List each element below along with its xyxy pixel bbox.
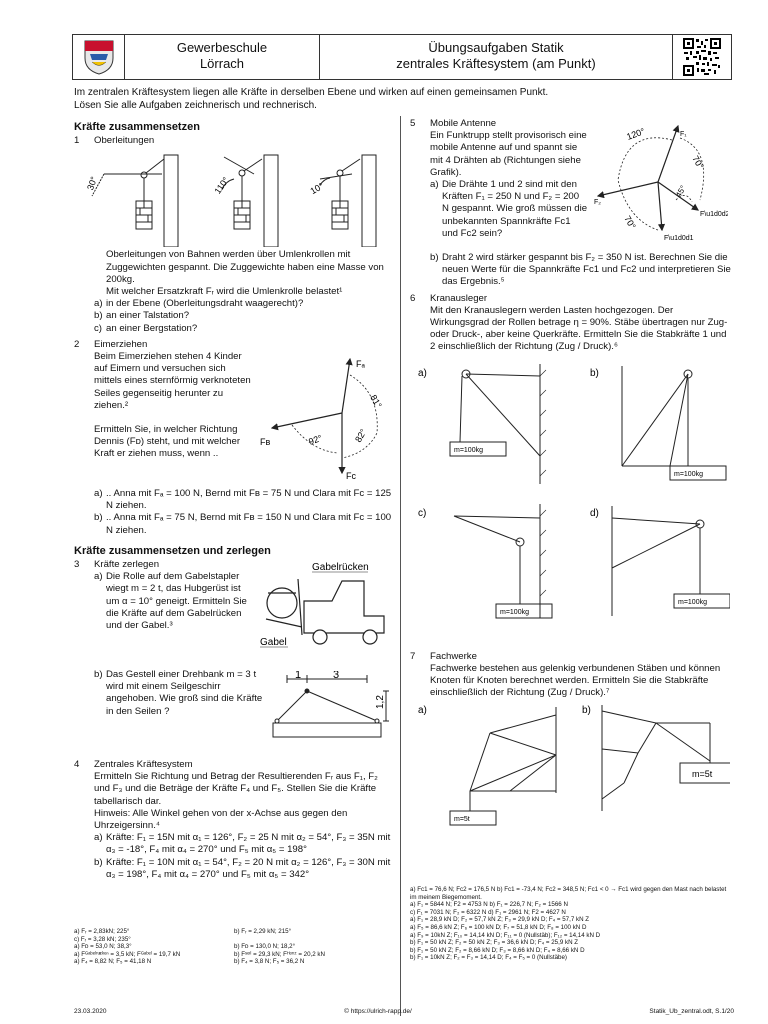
footnote-line: a) F₁ = 5844 N; F2 = 4753 N b) F₁ = 226,7 N; F₂ = 1566 N [410,901,568,909]
task-title: Fachwerke [430,650,477,662]
coat-of-arms-icon [82,38,116,76]
task-text: Ein Funktrupp stellt provisorisch eine mobile Antenne auf und spannt sie mit 4 Drähten ab (Richtungen siehe Grafik). [430,130,587,178]
footnotes-answers-left: a) Fᵣ = 2,83kN; 225° b) Fᵣ = 2,29 kN; 215° c) Fᵣ = 3,28 kN; 235° a) Fᴅ = 53,0 N; 38,3° b) Fᴅ = 130,0 N; 18,2° a) Fᴳᵃᵇᵉˡʳᵘͤᶜᵏᵉⁿ = 3,5 kN; Fᴳᵃᵇᵉˡ = 19,7 kN b) Fˢᵉᶦˡ = 29,3 kN; Fᴴᵒʳᶦᶻ = 20,2 kN a) F₄ = 8,82 N; F₅ = 41,18 N b) F₄ = 3,8 N; F₅ = 36,2 N [74,928,325,966]
task-text: Beim Eimerziehen stehen 4 Kinder auf Eimern und versuchen sich mittels eines sternförmig verknoteten Seiles gegenseitig herunter zu ziehen.² [94,351,251,411]
task-title: Kräfte zerlegen [94,559,160,571]
svg-text:1: 1 [295,671,302,682]
footer-date: 23.03.2020 [74,1008,107,1015]
task-title: Eimerziehen [94,338,148,350]
task-title: Oberleitungen [94,135,155,147]
svg-text:m=100kg: m=100kg [500,608,529,616]
footnote-line: b) F₁ = 50 kN Z; F₂ = 50 kN Z; F₃ = 36,6 kN D; F₄ = 25,9 kN Z [410,939,579,947]
svg-text:Gabelrücken: Gabelrücken [312,562,369,574]
task-5: 5 Mobile Antenne Ein Funktrupp stellt provisorisch eine mobile Antenne auf und spannt sie mit 4 Drähten ab (Richtungen siehe Grafik). a) Die Drähte 1 und 2 sind mit den Kräften F₁ = 250 N und F₂ = 200 N gespannt. Wie groß müssen die unbekannten Spannkräfte Fᴄ1 und Fᴄ2 sein? 120° 70° 70° 45° F₁ F₂ F\u1d0d2 F\u1d0d1 b) Draht 2 wird stärker gespannt bis F₂ = 350 N ist. Berechnen Sie die neuen Werte für die Spannkräfte Fᴄ1 und Fᴄ2 und interpretieren Sie das Ergebnis.⁵ [410,118,731,288]
task-2: 2 Eimerziehen Beim Eimerziehen stehen 4 Kinder auf Eimern und versuchen sich mittels eines sternförmig verknoteten Seiles gegenseitig herunter zu ziehen.² Ermitteln Sie, in welcher Richtung Dennis (Fᴅ) steht, und mit welcher Kraft er ziehen muss, wenn .. Fₐ Fʙ Fᴄ 81° 92° 82° a) .. Anna mit Fₐ = 100 N, Bernd mit Fʙ = 75 N und Clara mit Fᴄ = 125 N ziehen. b) .. Anna mit Fₐ = 75 N, Bernd mit Fʙ = 150 N und Clara mit Fᴄ = 100 N ziehen. [74,338,392,536]
section-heading: Kräfte zusammensetzen und zerlegen [74,544,271,557]
page-title: Übungsaufgaben Statik zentrales Kräftesystem (am Punkt) [320,35,673,79]
svg-text:m=100kg: m=100kg [454,446,483,454]
angle-label-10: 10° [308,181,326,197]
angle-label-110: 110° [212,175,231,197]
page-footer [74,1008,734,1015]
svg-text:b): b) [582,705,591,717]
figure-overhead-lines [84,149,392,247]
page-header [72,34,732,80]
svg-text:3: 3 [333,671,340,682]
svg-text:92°: 92° [307,432,324,447]
task-title: Mobile Antenne [430,118,497,129]
footnote-line: a) Fᴄ1 = 76,6 N; Fᴄ2 = 176,5 N b) Fᴄ1 = -73,4 N; Fᴄ2 = 348,5 N; Fᴄ1 < 0 → Fᴄ1 wird gegen den Mast nach belastet im meinem Biegemoment. [410,886,727,901]
svg-text:a): a) [418,367,427,379]
svg-text:d): d) [590,507,599,519]
svg-text:F₁: F₁ [680,131,687,138]
task-number: 1 [74,135,80,147]
svg-text:m=100kg: m=100kg [678,598,707,606]
figure-forklift [252,561,392,653]
task-title: Zentrales Kräftesystem [94,759,193,771]
svg-text:c): c) [418,507,427,519]
intro-text: Im zentralen Kräftesystem liegen alle Kräfte in derselben Ebene und wirken auf einen gemeinsamen Punkt. Lösen Sie alle Aufgaben zeichnerisch und rechnerisch. [74,87,549,111]
svg-text:Fᴄ: Fᴄ [346,471,356,482]
footnote-line: a) F₅ = 86,6 kN Z; F₆ = 100 kN D; F₇ = 51,8 kN D; F₈ = 100 kN D [410,923,587,931]
svg-text:Fₐ: Fₐ [356,359,365,370]
right-column [410,118,734,833]
svg-text:120°: 120° [625,126,647,142]
svg-text:Gabel: Gabel [260,637,287,649]
left-column [74,118,392,881]
section-heading: Kräfte zusammensetzen [74,121,200,133]
column-divider [400,116,401,1016]
svg-text:45°: 45° [673,184,688,199]
task-text: Ermitteln Sie Richtung und Betrag der Resultierenden Fᵣ aus F₁, F₂ und F₃ und die Beträge der Kräfte F₄ und F₅. Stellen Sie die Kräfte tabellarisch dar. [94,771,378,807]
footnote-line: b) F₁ = 50 kN Z; F₂ = 8,66 kN D; F₃ = 8,66 kN D; F₄ = 8,66 kN D [410,946,585,954]
figure-antenna [588,120,728,250]
task-title: Kranausleger [430,292,488,304]
svg-text:F₂: F₂ [594,199,601,206]
task-7: 7 Fachwerke Fachwerke bestehen aus gelenkig verbundenen Stäben und können Knoten für Knoten berechnet werden. Ermitteln Sie die Stabkräfte einschließlich der Richtung (Zug / Druck).⁷ a) b) m=5t m=5t [410,651,734,832]
angle-label-30: 30° [85,175,100,192]
task-6: 6 Kranausleger Mit den Kranauslegern werden Lasten hochgezogen. Der Wirkungsgrad der Rollen betrage η = 90%. Stäbe übertragen nur Zug- oder Druck-, aber keine Querkräfte. Ermitteln Sie die Stabkräfte 1 und 2 einschließlich der Richtung (Zug / Druck).⁶ a) b) c) d) m=100kg m=100kg m=100kg m=100kg [410,293,734,641]
figure-bucket-pull [252,353,392,483]
task-hint: Hinweis: Alle Winkel gehen von der x-Achse aus gegen den Uhrzeigersinn.⁴ [94,807,348,832]
svg-text:81°: 81° [368,393,384,410]
svg-text:82°: 82° [353,427,369,445]
svg-text:1,2: 1,2 [375,695,386,710]
footer-file: Statik_Ub_zentral.odt, S.1/20 [649,1008,734,1015]
task-text: Oberleitungen von Bahnen werden über Umlenkrollen mit Zuggewichten gespannt. Die Zuggewichte haben eine Masse von 200kg. [106,249,384,285]
footnote-line: c) F₁ = 7031 N; F₂ = 6322 N d) F₁ = 2961 N; F2 = 4627 N [410,908,566,916]
figure-trusses [410,701,734,831]
task-3: 3 Kräfte zerlegen a) Die Rolle auf dem Gabelstapler wiegt m = 2 t, das Hubgerüst ist um α = 10° geneigt. Ermitteln Sie die Kräfte auf dem Gabelrücken und der Gabel.³ Gabelrücken Gabel b) Das Gestell einer Drehbank m = 3 t wird mit einem Seilgeschirr angehoben. Wie groß sind die Kräfte in den Seilen ? 1 3 1,2 [74,559,392,745]
task-text: Fachwerke bestehen aus gelenkig verbundenen Stäben und können Knoten für Knoten berechnet werden. Ermitteln Sie die Stabkräfte einschließlich der Richtung (Zug / Druck).⁷ [430,662,721,699]
svg-text:F\u1d0d2: F\u1d0d2 [700,211,728,218]
footnote-line: b) F₁ = 10kN Z; F₂ = F₃ = 14,14 D; F₄ = F₅ = 0 (Nullstäbe) [410,954,567,962]
footnote-line: a) F₉ = 10kN Z; F₁₀ = 14,14 kN D; F₁₁ = 0 (Nullstäb); F₁₂ = 14,14 kN D [410,931,601,939]
svg-text:70°: 70° [690,154,706,171]
task-text: Mit den Kranauslegern werden Lasten hochgezogen. Der Wirkungsgrad der Rollen betrage η = 90%. Stäbe übertragen nur Zug- oder Druck-, aber keine Querkräfte. Ermitteln Sie die Stabkräfte 1 und 2 einschließlich der Richtung (Zug / Druck).⁶ [430,304,728,353]
svg-text:F\u1d0d1: F\u1d0d1 [664,235,694,242]
svg-text:m=5t: m=5t [692,769,713,780]
school-logo [73,35,125,79]
task-question: Mit welcher Ersatzkraft Fᵣ wird die Umlenkrolle belastet¹ [106,286,343,298]
figure-lathe-rigging [267,671,392,743]
qr-code-icon[interactable] [673,35,731,79]
footnote-line: a) F₁ = 28,9 kN D; F₂ = 57,7 kN Z; F₃ = 29,9 kN D; F₄ = 57,7 kN Z [410,916,590,924]
svg-text:b): b) [590,367,599,379]
task-1: 1 Oberleitungen 30° 110° 10° Oberleitungen von Bahnen werden über Umlenkrollen mit Zuggewichten gespannt. Die Zuggewichte haben eine Masse von 200kg. Mit welcher Ersatzkraft Fᵣ wird die Umlenkrolle belastet¹ a) in der Ebene (Oberleitungsdraht waagerecht)? b) an einer Talstation? c) an einer Bergstation? [74,135,392,335]
svg-text:m=100kg: m=100kg [674,470,703,478]
task-text-2: Ermitteln Sie, in welcher Richtung Dennis (Fᴅ) steht, und mit welcher Kraft er ziehen muss, wenn .. [94,424,241,460]
task-4: 4 Zentrales Kräftesystem Ermitteln Sie Richtung und Betrag der Resultierenden Fᵣ aus F₁, F₂ und F₃ und die Beträge der Kräfte F₄ und F₅. Stellen Sie die Kräfte tabellarisch dar. Hinweis: Alle Winkel gehen von der x-Achse aus gegen den Uhrzeigersinn.⁴ a) Kräfte: F₁ = 15N mit α₁ = 126°, F₂ = 25 N mit α₂ = 54°, F₃ = 35N mit α₃ = -18°, F₄ mit α₄ = 270° und F₅ mit α₅ = 198° b) Kräfte: F₁ = 10N mit α₁ = 54°, F₂ = 20 N mit α₂ = 126°, F₃ = 30N mit α₃ = 198°, F₄ mit α₄ = 270° und F₅ mit α₅ = 342° [74,759,391,880]
footer-url[interactable]: © https://ulrich-rapp.de/ [344,1008,412,1015]
svg-text:70°: 70° [622,214,638,231]
figure-cranes [410,356,734,641]
svg-text:Fʙ: Fʙ [260,437,271,448]
svg-text:m=5t: m=5t [454,816,470,824]
svg-text:a): a) [418,705,427,717]
school-name: Gewerbeschule Lörrach [125,35,320,79]
footnotes-answers-right [410,886,734,962]
